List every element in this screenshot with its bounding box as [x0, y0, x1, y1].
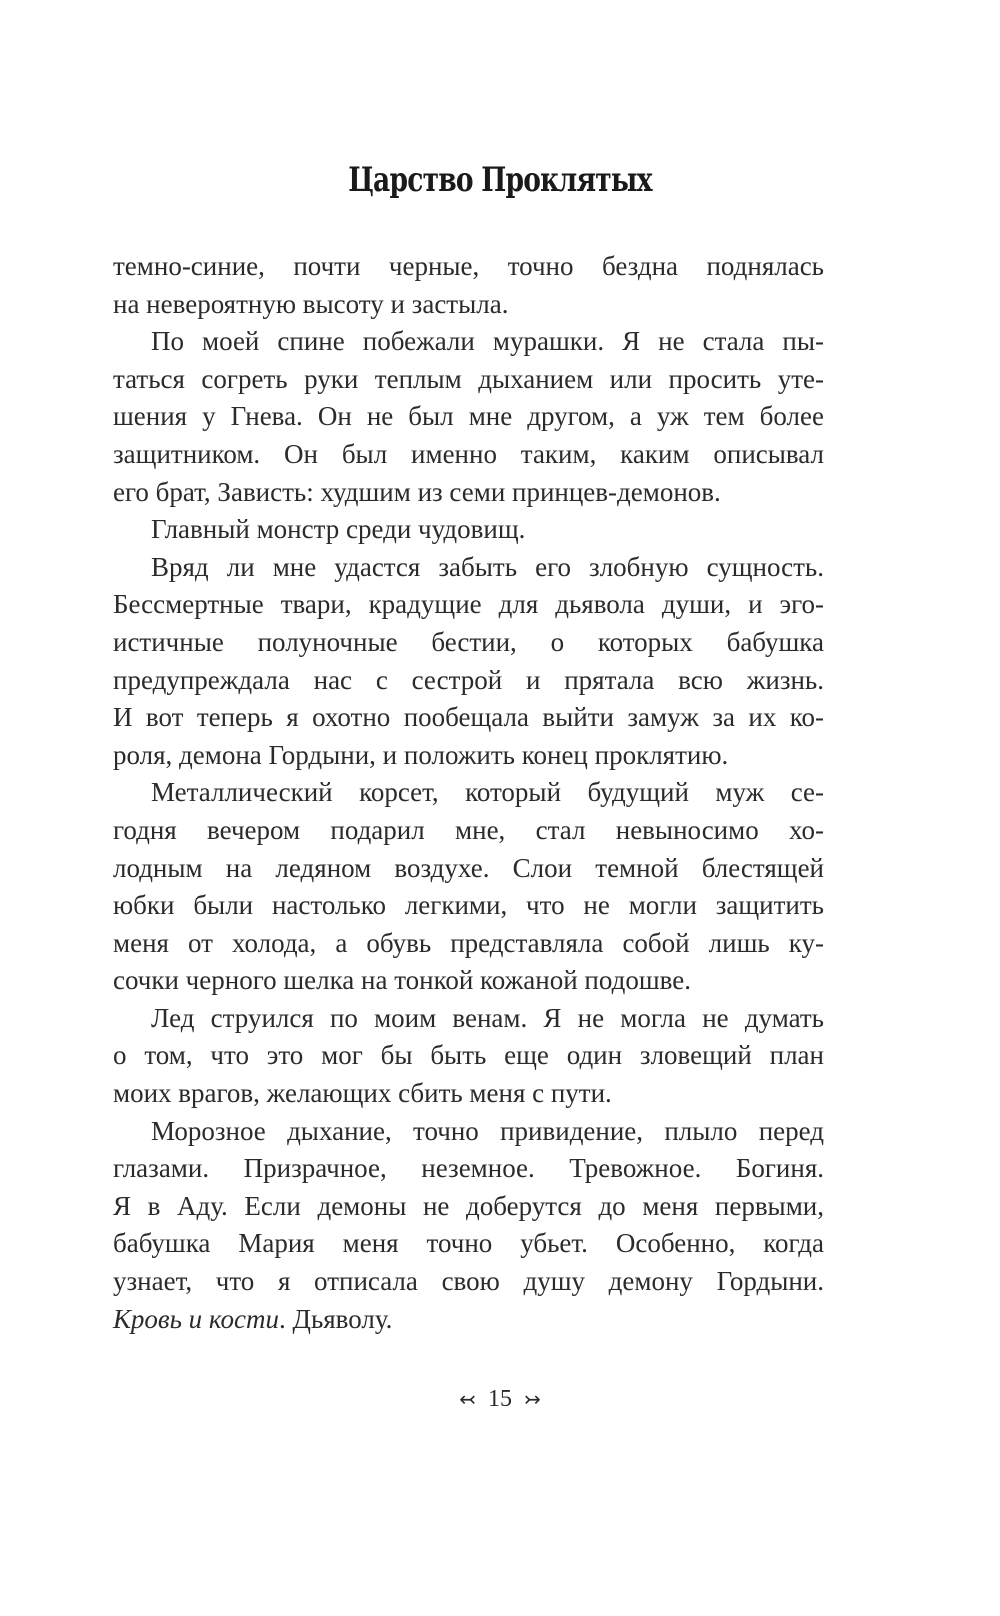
text-line: И вот теперь я охотно пообещала выйти замуж за их ко-	[113, 702, 824, 733]
text-line: таться согреть руки теплым дыханием или просить уте-	[113, 363, 824, 394]
italic-phrase: Кровь и кости	[113, 1303, 280, 1334]
text-line: По моей спине побежали мурашки. Я не стала пы-	[151, 326, 824, 357]
text-line: сочки черного шелка на тонкой кожаной подошве.	[113, 965, 691, 996]
text-line: лодным на ледяном воздухе. Слои темной блестящей	[113, 852, 824, 883]
text-line: годня вечером подарил мне, стал невыносимо хо-	[113, 814, 824, 845]
text-line: Бессмертные твари, крадущие для дьявола души, и эго-	[113, 589, 824, 620]
text-line: о том, что это мог бы быть еще один зловещий план	[113, 1040, 824, 1071]
text-line: на невероятную высоту и застыла.	[113, 288, 509, 319]
text-fragment: . Дьяволу.	[279, 1303, 393, 1334]
text-line: защитником. Он был именно таким, каким описывал	[113, 438, 824, 469]
left-ornament-icon: ↢	[459, 1387, 476, 1411]
body-text	[113, 248, 824, 1338]
page-footer	[0, 1386, 1000, 1413]
text-line: Металлический корсет, который будущий муж се-	[151, 777, 824, 808]
text-line: меня от холода, а обувь представляла собой лишь ку-	[113, 927, 824, 958]
text-line-last	[113, 1301, 824, 1339]
text-line: Вряд ли мне удастся забыть его злобную сущность.	[151, 551, 824, 582]
running-title: Царство Проклятых	[348, 160, 652, 200]
text-line: шения у Гнева. Он не был мне другом, а уж тем более	[113, 401, 824, 432]
right-ornament-icon: ↣	[524, 1387, 541, 1411]
text-line: узнает, что я отписала свою душу демону Гордыни.	[113, 1266, 824, 1297]
text-line: моих врагов, желающих сбить меня с пути.	[113, 1078, 612, 1109]
text-line: истичные полуночные бестии, о которых бабушка	[113, 626, 824, 657]
page-number: 15	[488, 1386, 512, 1412]
text-line: юбки были настолько легкими, что не могли защитить	[113, 890, 824, 921]
text-line: Главный монстр среди чудовищ.	[151, 514, 526, 545]
text-line: Лед струился по моим венам. Я не могла не думать	[151, 1002, 824, 1033]
text-line: роля, демона Гордыни, и положить конец проклятию.	[113, 739, 729, 770]
text-line: Морозное дыхание, точно привидение, плыло перед	[151, 1115, 824, 1146]
text-line: предупреждала нас с сестрой и прятала всю жизнь.	[113, 664, 824, 695]
text-line: темно-синие, почти черные, точно бездна поднялась	[113, 251, 824, 281]
text-line: глазами. Призрачное, неземное. Тревожное. Богиня.	[113, 1153, 824, 1184]
text-line: его брат, Зависть: худшим из семи принцев-демонов.	[113, 476, 721, 507]
text-line: бабушка Мария меня точно убьет. Особенно, когда	[113, 1228, 824, 1259]
text-line: Я в Аду. Если демоны не доберутся до меня первыми,	[113, 1190, 824, 1221]
